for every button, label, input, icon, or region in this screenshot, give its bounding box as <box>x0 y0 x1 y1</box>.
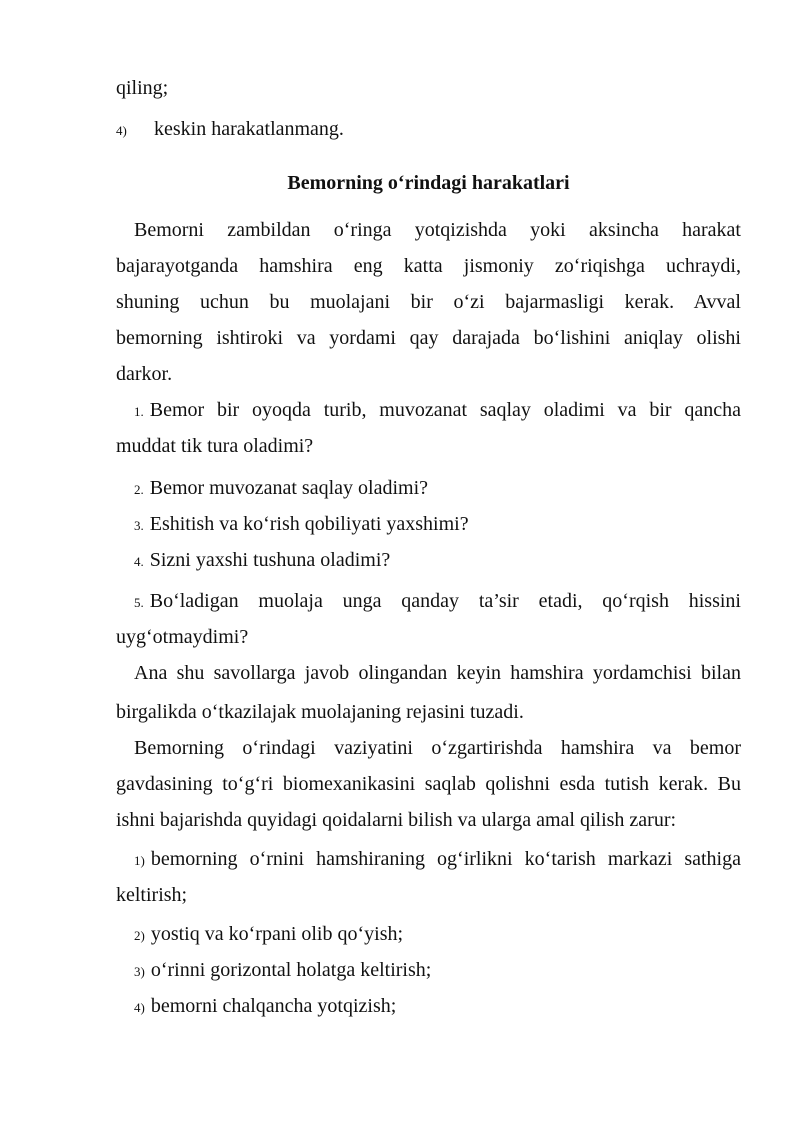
rule-2 <box>134 922 741 948</box>
question-number: 2. <box>134 482 144 497</box>
question-5 <box>134 589 741 615</box>
rule-number: 1) <box>134 853 145 868</box>
continuation-line: qiling; <box>116 77 169 99</box>
question-number: 1. <box>134 404 144 419</box>
question-2 <box>134 476 741 502</box>
rule-number: 2) <box>134 928 145 943</box>
question-text: Sizni yaxshi tushuna oladimi? <box>149 549 391 571</box>
section-heading: Bemorning o‘rindagi harakatlari <box>287 172 570 194</box>
rule-text: o‘rinni gorizontal holatga keltirish; <box>150 959 432 981</box>
list-item-4 <box>116 117 741 143</box>
rule-number: 3) <box>134 964 145 979</box>
rule-number: 4) <box>134 1000 145 1015</box>
paragraph-1-line: darkor. <box>116 363 173 385</box>
list-number: 4) <box>116 123 127 138</box>
question-3 <box>134 512 741 538</box>
rule-text: bemorni chalqancha yotqizish; <box>150 995 397 1017</box>
question-1 <box>134 398 741 424</box>
question-number: 5. <box>134 595 144 610</box>
paragraph-2-line: birgalikda o‘tkazilajak muolajaning rejasini tuzadi. <box>116 701 524 723</box>
question-1-continuation: muddat tik tura oladimi? <box>116 435 314 457</box>
question-number: 4. <box>134 554 144 569</box>
question-text: Eshitish va ko‘rish qobiliyati yaxshimi? <box>149 513 469 535</box>
rule-text: bemorning o‘rnini hamshiraning og‘irlikni ko‘tarish markazi sathiga <box>150 848 741 870</box>
list-item-text: keskin harakatlanmang. <box>154 118 344 140</box>
paragraph-3-line: ishni bajarishda quyidagi qoidalarni bilish va ularga amal qilish zarur: <box>116 809 677 831</box>
rule-1 <box>134 847 741 873</box>
paragraph-2-line: Ana shu savollarga javob olingandan keyin hamshira yordamchisi bilan <box>134 662 741 684</box>
question-5-continuation: uyg‘otmaydimi? <box>116 626 249 648</box>
rule-1-continuation: keltirish; <box>116 884 188 906</box>
paragraph-1-line: Bemorni zambildan o‘ringa yotqizishda yoki aksincha harakat <box>134 219 741 241</box>
rule-4 <box>134 994 741 1020</box>
paragraph-3-line: Bemorning o‘rindagi vaziyatini o‘zgartirishda hamshira va bemor <box>134 737 741 759</box>
paragraph-3-line: gavdasining to‘g‘ri biomexanikasini saqlab qolishni esda tutish kerak. Bu <box>116 773 741 795</box>
question-text: Bo‘ladigan muolaja unga qanday ta’sir etadi, qo‘rqish hissini <box>149 590 741 612</box>
question-text: Bemor muvozanat saqlay oladimi? <box>149 477 429 499</box>
rule-text: yostiq va ko‘rpani olib qo‘yish; <box>150 923 404 945</box>
paragraph-1-line: shuning uchun bu muolajani bir o‘zi bajarmasligi kerak. Avval <box>116 291 741 313</box>
paragraph-1-line: bajarayotganda hamshira eng katta jismoniy zo‘riqishga uchraydi, <box>116 255 741 277</box>
rule-3 <box>134 958 741 984</box>
question-number: 3. <box>134 518 144 533</box>
question-4 <box>134 548 741 574</box>
question-text: Bemor bir oyoqda turib, muvozanat saqlay oladimi va bir qancha <box>149 399 741 421</box>
paragraph-1-line: bemorning ishtiroki va yordami qay darajada bo‘lishini aniqlay olishi <box>116 327 741 349</box>
